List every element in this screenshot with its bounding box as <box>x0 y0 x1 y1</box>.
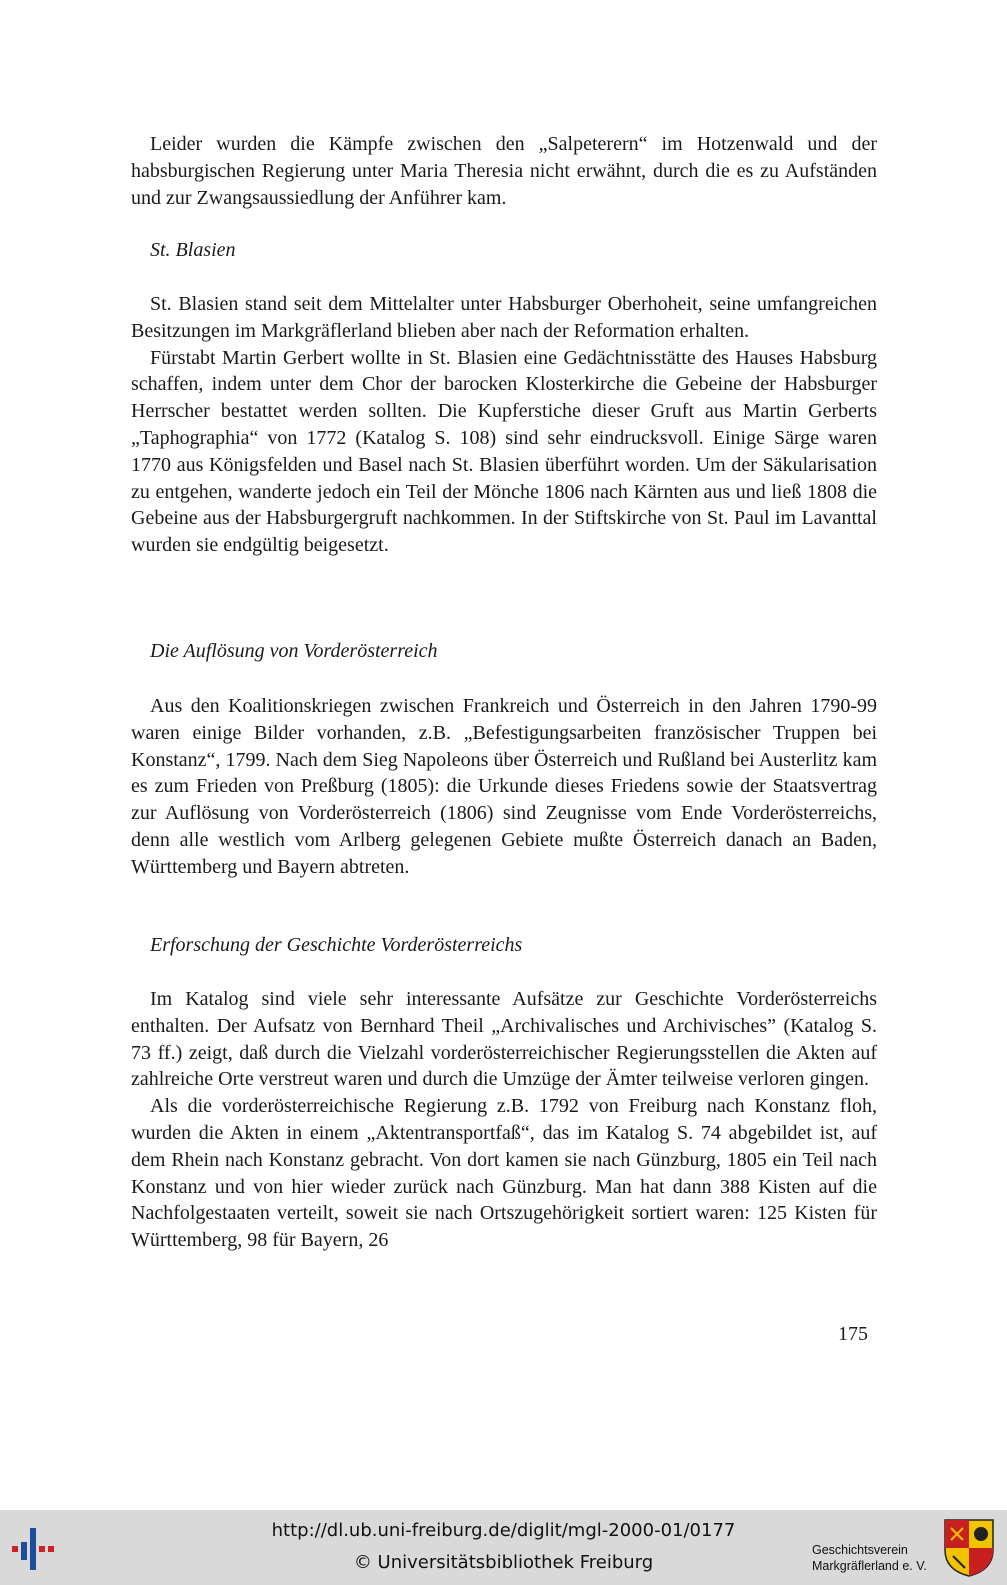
society-name-line: Geschichtsverein <box>812 1543 908 1557</box>
paragraph-text: St. Blasien stand seit dem Mittelalter unter Habsburger Oberhoheit, seine umfangreichen Besitzungen im Markgräflerland blieben aber nach der Reformation erhalten. <box>131 293 877 342</box>
copyright-notice: © Universitätsbibliothek Freiburg <box>353 1552 654 1573</box>
section-heading-erforschung: Erforschung der Geschichte Vorderösterreichs <box>150 934 523 956</box>
society-name-line: Markgräflerland e. V. <box>812 1559 927 1573</box>
paragraph-text: Als die vorderösterreichische Regierung z.B. 1792 von Freiburg nach Konstanz floh, wurden die Akten in einem „Aktentransportfaß“, das im Katalog S. 74 abgebildet ist, auf dem Rhein nach Konstanz gebracht. Von dort kamen sie nach Günzburg, 1805 ein Teil nach Konstanz und von hier wieder zurück nach Günzburg. Man hat dann 388 Kisten auf die Nachfolgestaaten verteilt, soweit sie nach Ortszugehörigkeit sortiert waren: 125 Kisten für Württemberg, 98 für Bayern, 26 <box>131 1095 877 1252</box>
paragraph-text: Aus den Koalitionskriegen zwischen Frankreich und Österreich in den Jahren 1790-99 waren einige Bilder vorhanden, z.B. „Befestigungsarbeiten französischer Truppen bei Konstanz“, 1799. Nach dem Sieg Napoleons über Österreich und Rußland bei Austerlitz kam es zum Frieden von Preßburg (1805): die Urkunde dieses Friedens sowie der Staatsvertrag zur Auflösung von Vorderösterreich (1806) sind Zeugnisse vom Ende Vorderösterreichs, denn alle westlich vom Arlberg gelegenen Gebiete mußte Österreich danach an Baden, Württemberg und Bayern abtreten. <box>131 695 877 878</box>
coat-of-arms-icon[interactable] <box>943 1518 995 1578</box>
paragraph-text: Im Katalog sind viele sehr interessante Aufsätze zur Geschichte Vorderösterreichs enthalten. Der Aufsatz von Bernhard Theil „Archivalisches und Archivisches” (Katalog S. 73 ff.) zeigt, daß durch die Vielzahl vorderösterreichischer Regierungsstellen die Akten auf zahlreiche Orte verstreut waren und durch die Umzüge der Ämter teilweise verloren gingen. <box>131 988 877 1091</box>
paragraph-text: Fürstabt Martin Gerbert wollte in St. Blasien eine Gedächtnisstätte des Hauses Habsburg schaffen, indem unter dem Chor der barocken Klosterkirche die Gebeine der Habsburger Herrscher bestattet werden sollten. Die Kupferstiche dieser Gruft aus Martin Gerberts „Taphographia“ von 1772 (Katalog S. 108) sind sehr eindrucksvoll. Einige Särge waren 1770 aus Königsfelden und Basel nach St. Blasien überführt worden. Um der Säkularisation zu entgehen, wanderte jedoch ein Teil der Mönche 1806 nach Kärnten aus und ließ 1808 die Gebeine aus der Habsburgergruft nachkommen. In der Stiftskirche von St. Paul im Lavanttal wurden sie endgültig beigesetzt. <box>131 346 877 557</box>
page-number: 175 <box>838 1323 868 1345</box>
paragraph-text: Leider wurden die Kämpfe zwischen den „Salpeterern“ im Hotzenwald und der habsburgischen Regierung unter Maria Theresia nicht erwähnt, durch die es zu Aufständen und zur Zwangsaussiedlung der Anführer kam. <box>131 133 877 209</box>
paragraph-salpeterer <box>131 131 877 211</box>
section-heading-st-blasien: St. Blasien <box>150 239 236 261</box>
society-name <box>812 1542 937 1574</box>
document-url-link[interactable]: http://dl.ub.uni-freiburg.de/diglit/mgl-2000-01/0177 <box>271 1520 736 1541</box>
footer-bar <box>0 1510 1007 1585</box>
section-st-blasien-body <box>131 291 877 559</box>
section-erforschung-body <box>131 986 877 1254</box>
section-aufloesung-body <box>131 693 877 881</box>
section-heading-aufloesung: Die Auflösung von Vorderösterreich <box>150 640 438 662</box>
